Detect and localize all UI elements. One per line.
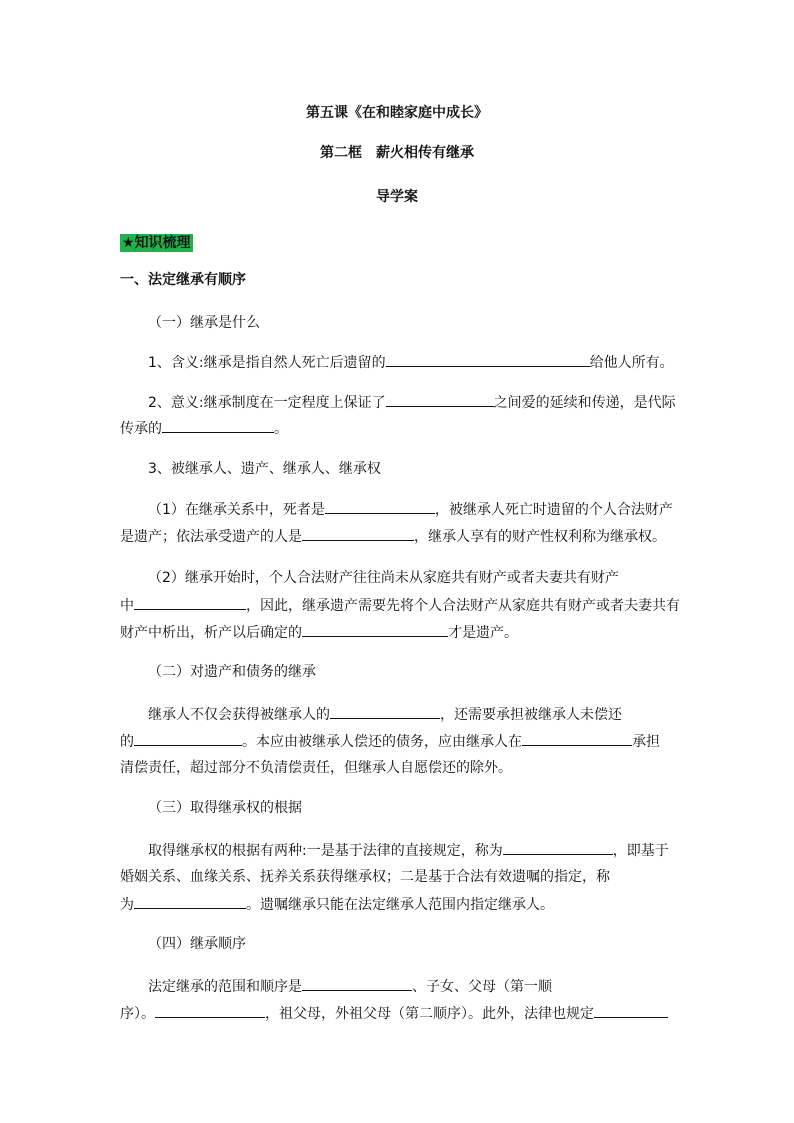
fill-blank[interactable]	[302, 976, 412, 991]
subheading-1: （一）继承是什么	[148, 315, 260, 331]
paragraph-5-line-1: （2）继承开始时，个人合法财产往往尚未从家庭共有财产或者夫妻共有财产	[148, 570, 619, 586]
fill-blank[interactable]	[386, 392, 494, 407]
paragraph-8-line-1: 法定继承的范围和顺序是 、子女、父母（第一顺	[148, 976, 552, 997]
fill-blank[interactable]	[594, 1003, 668, 1018]
paragraph-5-line-3: 财产中析出，析产以后确定的 才是遗产。	[120, 622, 518, 643]
paragraph-8-line-2: 序）。 ，祖父母，外祖父母（第二顺序）。此外，法律也规定	[120, 1003, 668, 1024]
paragraph-1: 1、含义:继承是指自然人死亡后遗留的 给他人所有。	[148, 352, 674, 373]
paragraph-4-line-2: 是遗产；依法承受遗产的人是 ，继承人享有的财产性权利称为继承权。	[120, 526, 666, 547]
paragraph-7-line-1: 取得继承权的根据有两种:一是基于法律的直接规定，称为 ，即基于	[148, 840, 669, 861]
subheading-4: （四）继承顺序	[148, 936, 246, 952]
paragraph-7-line-2: 婚姻关系、血缘关系、抚养关系获得继承权；二是基于合法有效遗嘱的指定，称	[120, 869, 610, 885]
section-heading-1: 一、法定继承有顺序	[120, 272, 246, 288]
paragraph-6-line-3: 清偿责任，超过部分不负清偿责任，但继承人自愿偿还的除外。	[120, 760, 512, 776]
fill-blank[interactable]	[155, 1003, 265, 1018]
paragraph-2-line-2: 传承的 。	[120, 418, 288, 439]
fill-blank[interactable]	[302, 622, 448, 637]
paragraph-5-line-2: 中 ，因此，继承遗产需要先将个人合法财产从家庭共有财产或者夫妻共有	[120, 595, 680, 616]
fill-blank[interactable]	[522, 731, 632, 746]
section-tag-line	[120, 233, 193, 253]
paragraph-6-line-1: 继承人不仅会获得被继承人的 ，还需要承担被继承人未偿还	[148, 704, 622, 725]
fill-blank[interactable]	[134, 894, 246, 909]
fill-blank[interactable]	[330, 704, 440, 719]
paragraph-3: 3、被继承人、遗产、继承人、继承权	[148, 461, 381, 477]
paragraph-7-line-3: 为 。遗嘱继承只能在法定继承人范围内指定继承人。	[120, 894, 554, 915]
section-tag: ★知识梳理	[122, 235, 191, 251]
fill-blank[interactable]	[503, 840, 613, 855]
paragraph-4-line-1: （1）在继承关系中，死者是 ，被继承人死亡时遗留的个人合法财产	[148, 499, 673, 520]
subheading-3: （三）取得继承权的根据	[148, 800, 302, 816]
doc-subtitle: 第二框 薪火相传有继承	[320, 145, 474, 161]
fill-blank[interactable]	[134, 731, 242, 746]
subheading-2: （二）对遗产和债务的继承	[148, 664, 316, 680]
doc-type: 导学案	[376, 189, 418, 205]
fill-blank[interactable]	[302, 526, 414, 541]
doc-title: 第五课《在和睦家庭中成长》	[306, 105, 488, 121]
fill-blank[interactable]	[325, 499, 435, 514]
paragraph-2-line-1: 2、意义:继承制度在一定程度上保证了 之间爱的延续和传递，是代际	[148, 392, 676, 413]
fill-blank[interactable]	[162, 418, 274, 433]
paragraph-6-line-2: 的 。本应由被继承人偿还的债务，应由继承人在 承担	[120, 731, 660, 752]
fill-blank[interactable]	[386, 352, 590, 367]
fill-blank[interactable]	[134, 595, 246, 610]
